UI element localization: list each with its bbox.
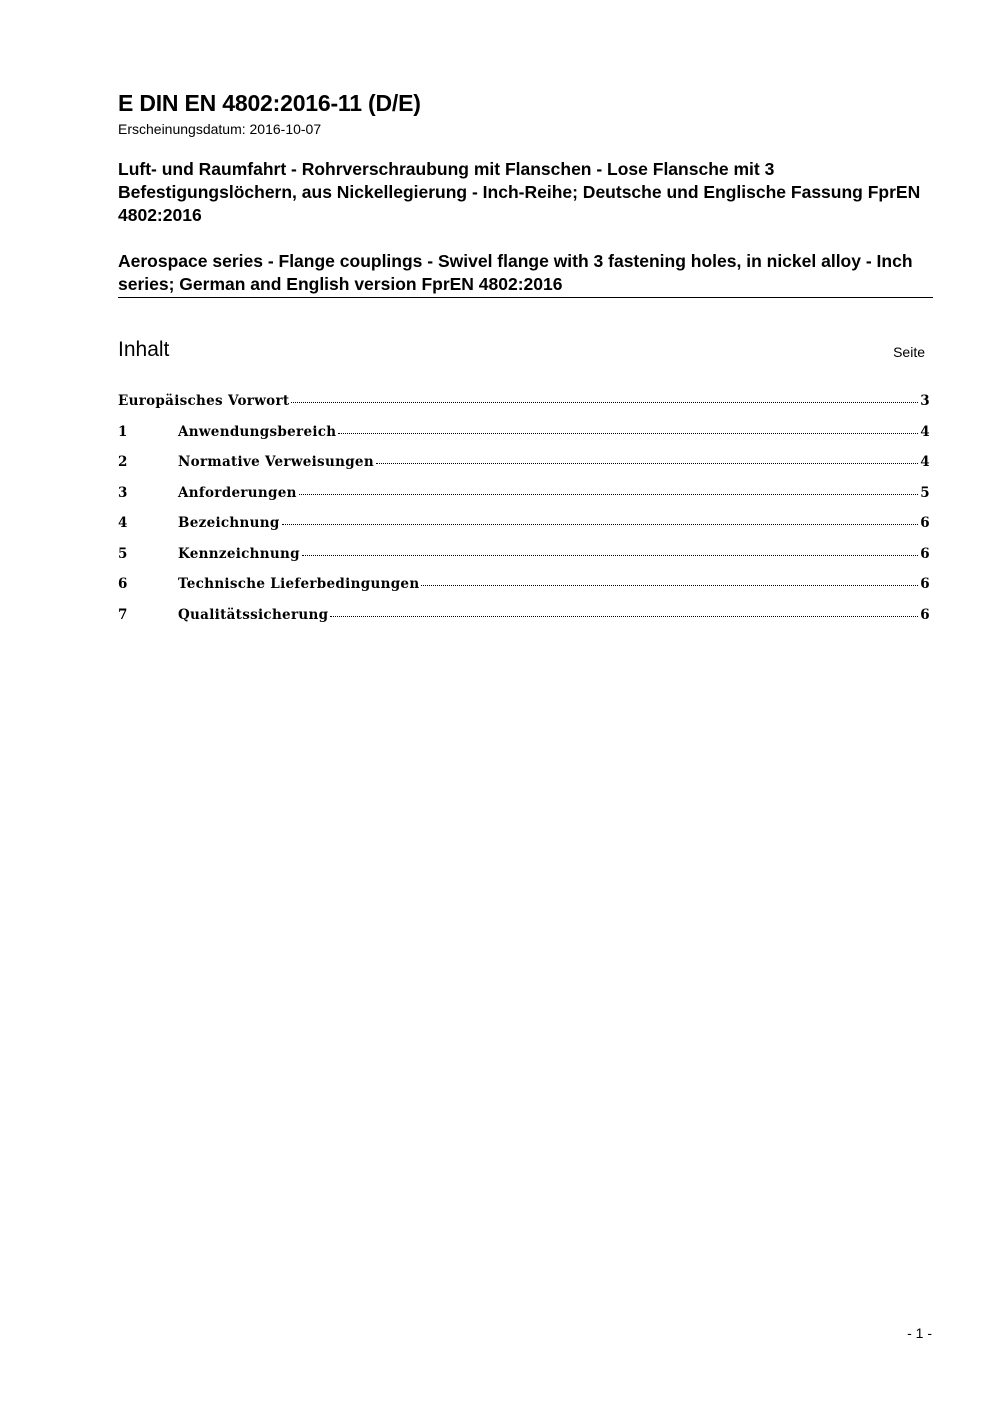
toc-entry-number: 1 — [118, 423, 128, 440]
page-number: - 1 - — [907, 1325, 932, 1341]
toc-entry-page: 4 — [920, 454, 930, 470]
toc-entry[interactable] — [118, 576, 930, 607]
toc-heading: Inhalt — [118, 338, 170, 361]
toc-dot-leader — [421, 585, 918, 586]
toc-entry-number: 3 — [118, 484, 128, 501]
toc-entry[interactable] — [118, 424, 930, 455]
toc-dot-leader — [330, 616, 918, 617]
toc-entry-label: Kennzeichnung — [178, 545, 300, 562]
toc-entry-page: 4 — [920, 423, 930, 440]
toc-entry-label: Bezeichnung — [178, 515, 280, 531]
publication-date: Erscheinungsdatum: 2016-10-07 — [118, 121, 322, 137]
toc-dot-leader — [291, 402, 918, 403]
toc-page-column-label: Seite — [893, 344, 925, 360]
toc-dot-leader — [302, 555, 918, 556]
toc-entry-page: 5 — [920, 484, 930, 501]
toc-entry[interactable] — [118, 454, 930, 485]
toc-dot-leader — [282, 524, 919, 525]
toc-entry-page: 6 — [920, 576, 930, 592]
toc-entry[interactable] — [118, 393, 930, 424]
toc-dot-leader — [376, 463, 918, 464]
toc-entry-page: 3 — [920, 393, 930, 409]
toc-entry-label: Normative Verweisungen — [178, 454, 374, 470]
toc-entry-label: Anforderungen — [178, 484, 297, 501]
title-english: Aerospace series - Flange couplings - Swivel flange with 3 fastening holes, in nickel alloy - Inch series; German and English version FprEN 4802:2016 — [118, 251, 913, 294]
toc-entry-page: 6 — [920, 515, 930, 531]
toc-entry[interactable] — [118, 607, 930, 638]
toc-entry-number: 5 — [118, 545, 128, 562]
toc-dot-leader — [299, 494, 919, 495]
title-divider — [118, 297, 933, 298]
toc-entry[interactable] — [118, 515, 930, 546]
toc-entry-label: Europäisches Vorwort — [118, 393, 290, 409]
toc-entry-number: 2 — [118, 454, 128, 470]
toc-entry-number: 4 — [118, 515, 128, 531]
toc-entry-page: 6 — [920, 606, 930, 623]
toc-entry-label: Technische Lieferbedingungen — [178, 576, 420, 592]
document-id: E DIN EN 4802:2016-11 (D/E) — [118, 90, 421, 116]
toc-entry-label: Qualitätssicherung — [178, 606, 329, 623]
title-german: Luft- und Raumfahrt - Rohrverschraubung mit Flanschen - Lose Flansche mit 3 Befestigungslöchern, aus Nickellegierung - Inch-Reihe; Deutsche und Englische Fassung FprEN 4802:2016 — [118, 159, 921, 225]
toc-entry-number: 6 — [118, 576, 128, 592]
toc-entry-page: 6 — [920, 545, 930, 562]
toc-entry-number: 7 — [118, 606, 128, 623]
toc-entry[interactable] — [118, 546, 930, 577]
table-of-contents — [118, 393, 930, 637]
toc-entry-label: Anwendungsbereich — [178, 423, 337, 440]
toc-dot-leader — [338, 433, 918, 434]
toc-entry[interactable] — [118, 485, 930, 516]
